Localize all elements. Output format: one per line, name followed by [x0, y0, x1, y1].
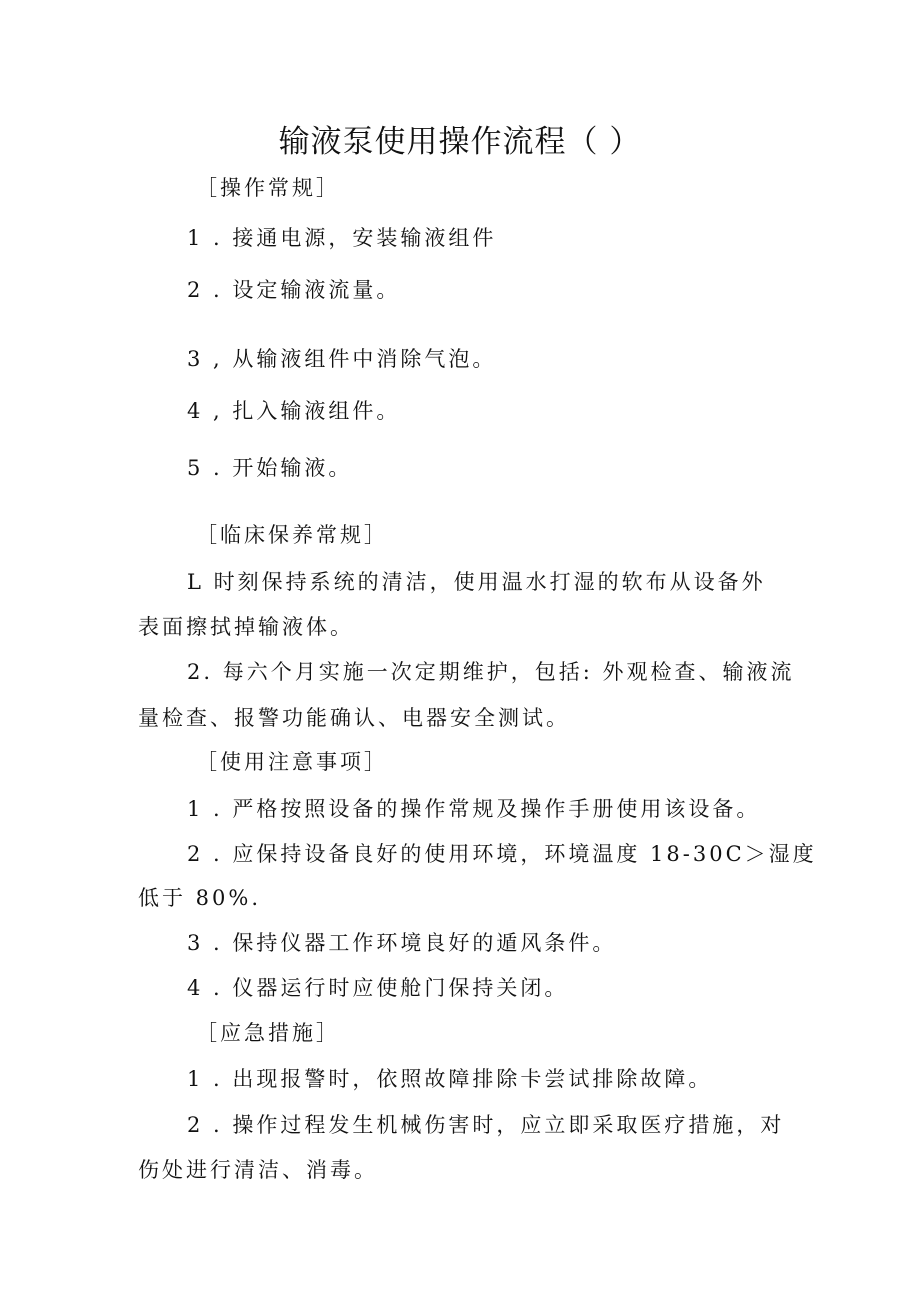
- operation-step-2: 2 . 设定输液流量。: [187, 278, 401, 302]
- maintenance-item-1-cont: 表面擦拭掉输液体。: [138, 615, 354, 639]
- emergency-item-2: 2 . 操作过程发生机械伤害时，应立即采取医疗措施，对: [187, 1113, 785, 1137]
- operation-step-3: 3 , 从输液组件中消除气泡。: [187, 347, 497, 371]
- section-heading-emergency: ［应急措施］: [196, 1021, 340, 1045]
- emergency-item-1: 1 . 出现报警时，依照故障排除卡尝试排除故障。: [187, 1067, 713, 1091]
- precaution-item-3: 3 . 保持仪器工作环境良好的遁风条件。: [187, 931, 617, 955]
- precaution-item-4: 4 . 仪器运行时应使舱门保持关闭。: [187, 976, 569, 1000]
- section-heading-maintenance: ［临床保养常规］: [196, 523, 388, 547]
- section-heading-operation: ［操作常规］: [196, 176, 340, 200]
- precaution-item-2-cont: 低于 80%.: [138, 886, 262, 910]
- document-title: 输液泵使用操作流程（ ）: [278, 124, 642, 160]
- maintenance-item-2: 2. 每六个月实施一次定期维护，包括: 外观检查、输液流: [187, 660, 795, 684]
- maintenance-item-2-cont: 量检查、报警功能确认、电器安全测试。: [138, 706, 570, 730]
- precaution-item-1: 1 . 严格按照设备的操作常规及操作手册使用该设备。: [187, 797, 761, 821]
- emergency-item-2-cont: 伤处进行清洁、消毒。: [138, 1158, 378, 1182]
- operation-step-1: 1 . 接通电源，安装输液组件: [187, 226, 497, 250]
- operation-step-5: 5 . 开始输液。: [187, 456, 353, 480]
- section-heading-precautions: ［使用注意事项］: [196, 750, 388, 774]
- operation-step-4: 4 , 扎入输液组件。: [187, 399, 401, 423]
- maintenance-item-1: L 时刻保持系统的清洁，使用温水打湿的软布从设备外: [187, 570, 766, 594]
- precaution-item-2: 2 . 应保持设备良好的使用环境，环境温度 18-30C＞湿度: [187, 842, 817, 866]
